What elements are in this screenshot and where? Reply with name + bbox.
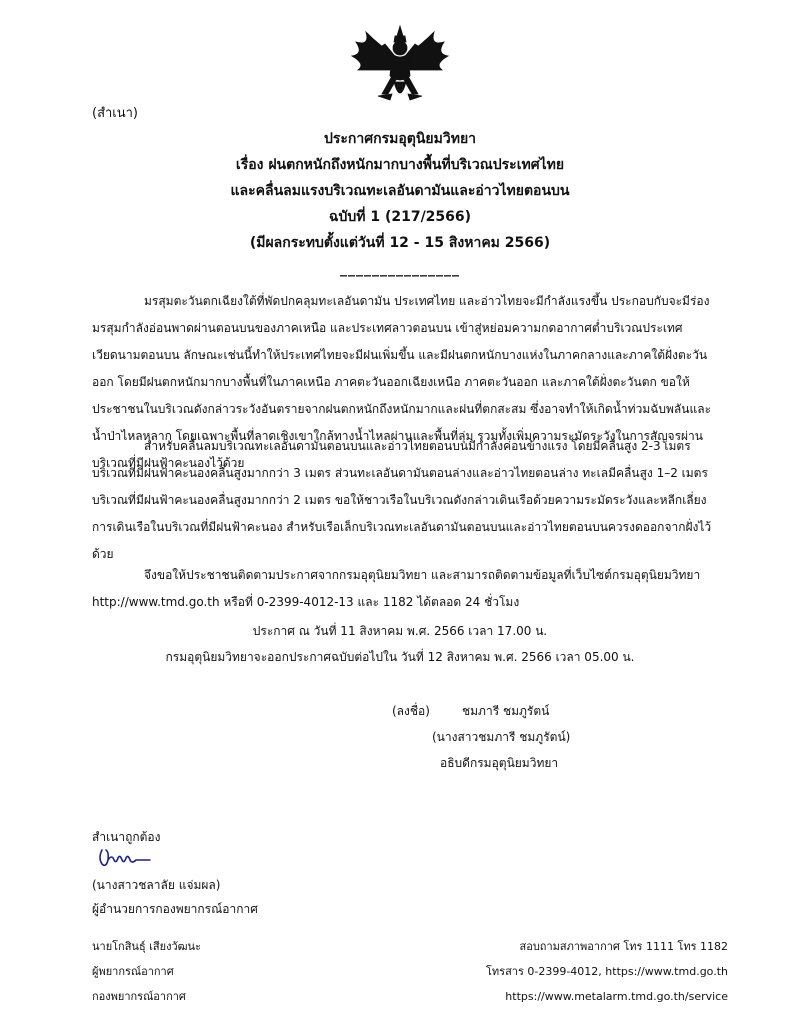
- contact-service-link[interactable]: https://www.metalarm.tmd.go.th/service: [505, 990, 728, 1003]
- title-line-subject-cont: และคลื่นลมแรงบริเวณทะเลอันดามันและอ่าวไทยตอนบน: [230, 183, 570, 199]
- title-line-subject: เรื่อง ฝนตกหนักถึงหนักมากบางพื้นที่บริเวณประเทศไทย: [235, 157, 565, 173]
- body-paragraph-monsoon-text: มรสุมตะวันตกเฉียงใต้ที่พัดปกคลุมทะเลอันดามัน ประเทศไทย และอ่าวไทยจะมีกำลังแรงขึ้น ประกอบกับจะมีร่องมรสุมกำลังอ่อนพาดผ่านตอนบนของภาคเหนือ และประเทศลาวตอนบน เข้าสู่หย่อมความกดอากาศต่ำบริเวณประเทศเวียดนามตอนบน ลักษณะเช่นนี้ทำให้ประเทศไทยจะมีฝนเพิ่มขึ้น และมีฝนตกหนักบางแห่งในภาคกลางและภาคใต้ฝั่งตะวันออก โดยมีฝนตกหนักมากบางพื้นที่ในภาคเหนือ ภาคตะวันออกเฉียงเหนือ ภาคตะวันออก และภาคใต้ฝั่งตะวันตก ขอให้ประชาชนในบริเวณดังกล่าวระวังอันตรายจากฝนตกหนักถึงหนักมากและฝนที่ตกสะสม ซึ่งอาจทำให้เกิดน้ำท่วมฉับพลันและน้ำป่าไหลหลาก โดยเฉพาะพื้นที่ลาดเชิงเขาใกล้ทางน้ำไหลผ่านและพื้นที่ลุ่ม รวมทั้งเพิ่มความระมัดระวังในการสัญจรผ่านบริเวณที่มีฝนฟ้าคะนองไว้ด้วย: [92, 294, 712, 470]
- director-full-name: (นางสาวชมภารี ชมภูรัตน์): [432, 730, 571, 744]
- contact-info: [486, 934, 728, 1009]
- announcement-dates: [92, 618, 708, 670]
- copy-mark: (สำเนา): [92, 106, 139, 121]
- body-paragraph-contact: [92, 562, 722, 616]
- body-paragraph-waves: [92, 433, 722, 568]
- contact-phone: สอบถามสภาพอากาศ โทร 1111 โทร 1182: [519, 940, 728, 953]
- signature-label: (ลงชื่อ): [392, 704, 430, 718]
- body-paragraph-contact-text: จึงขอให้ประชาชนติดตามประกาศจากกรมอุตุนิยมวิทยา และสามารถติดตามข้อมูลที่เว็บไซต์กรมอุตุนิยมวิทยา http://www.tmd.go.th หรือที่ 0-2399-4012-13 และ 1182 ได้ตลอด 24 ชั่วโมง: [92, 568, 701, 609]
- title-line-effective-dates: (มีผลกระทบตั้งแต่วันที่ 12 - 15 สิงหาคม 2566): [249, 235, 551, 251]
- title-line-agency: ประกาศกรมอุตุนิยมวิทยา: [323, 131, 477, 147]
- title-underline: _______________: [340, 261, 460, 277]
- certifier-name: (นางสาวชลาลัย แจ่มผล): [92, 878, 221, 892]
- signature-row: [392, 698, 570, 724]
- director-position: อธิบดีกรมอุตุนิยมวิทยา: [440, 756, 559, 770]
- forecaster-division: กองพยากรณ์อากาศ: [92, 990, 186, 1003]
- announcement-title: [90, 126, 710, 282]
- forecaster-role: ผู้พยากรณ์อากาศ: [92, 965, 174, 978]
- signed-name: ชมภารี ชมภูรัตน์: [462, 704, 550, 718]
- next-issue-date: กรมอุตุนิยมวิทยาจะออกประกาศฉบับต่อไปใน วันที่ 12 สิงหาคม พ.ศ. 2566 เวลา 05.00 น.: [165, 650, 635, 664]
- issued-date: ประกาศ ณ วันที่ 11 สิงหาคม พ.ศ. 2566 เวลา 17.00 น.: [252, 624, 548, 638]
- certifier-position: ผู้อำนวยการกองพยากรณ์อากาศ: [92, 902, 258, 916]
- forecaster-name: นายโกสินธุ์ เสียงวัฒนะ: [92, 940, 201, 953]
- title-line-issue-number: ฉบับที่ 1 (217/2566): [328, 209, 472, 225]
- body-paragraph-waves-text: สำหรับคลื่นลมบริเวณทะเลอันดามันตอนบนและอ่าวไทยตอนบนมีกำลังค่อนข้างแรง โดยมีคลื่นสูง 2-3 เมตร บริเวณที่มีฝนฟ้าคะนองคลื่นสูงมากกว่า 3 เมตร ส่วนทะเลอันดามันตอนล่างและอ่าวไทยตอนล่าง ทะเลมีคลื่นสูง 1–2 เมตร บริเวณที่มีฝนฟ้าคะนองคลื่นสูงมากกว่า 2 เมตร ขอให้ชาวเรือในบริเวณดังกล่าวเดินเรือด้วยความระมัดระวังและหลีกเลี่ยงการเดินเรือในบริเวณที่มีฝนฟ้าคะนอง สำหรับเรือเล็กบริเวณทะเลอันดามันตอนบนและอ่าวไทยตอนบนควรงดออกจากฝั่งไว้ด้วย: [92, 439, 712, 561]
- forecaster-info: [92, 934, 201, 1009]
- contact-fax-website: โทรสาร 0-2399-4012, https://www.tmd.go.th: [486, 965, 728, 978]
- certified-copy-label: สำเนาถูกต้อง: [92, 830, 161, 844]
- garuda-emblem-icon: [348, 24, 452, 108]
- director-signature-block: [392, 698, 570, 776]
- handwritten-signature-icon: [96, 846, 152, 870]
